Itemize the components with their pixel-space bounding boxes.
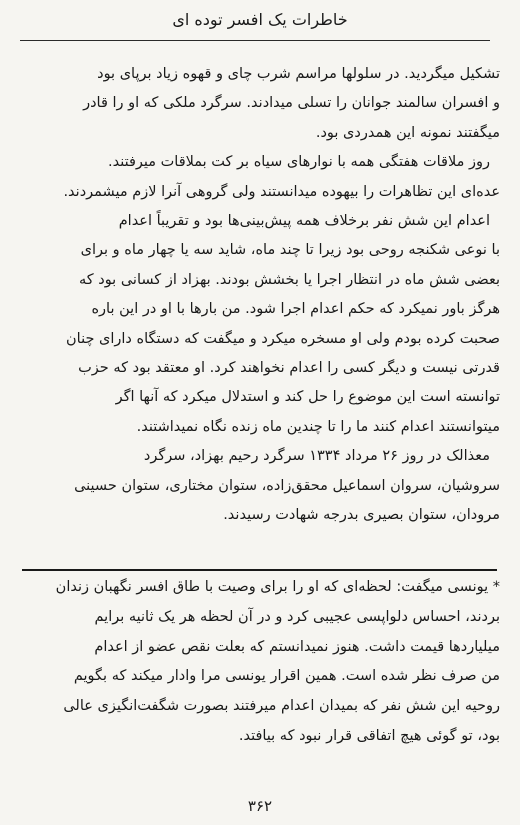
body-line: میگفتند نمونه این همدردی بود. [315,124,500,141]
body-line: مرودان، ستوان بصیری بدرجه شهادت رسیدند. [223,507,500,524]
header-divider [20,40,490,41]
page-number: ۳۶۲ [247,797,273,815]
footnote-line: بود، تو گوئی هیچ اتفاقی قرار نبود که بیافتد. [238,727,500,744]
body-line: سروشیان، سروان اسماعیل محقق‌زاده، ستوان مختاری، ستوان حسینی [74,477,500,494]
body-line: با نوعی شکنجه روحی بود زیرا تا چند ماه، شاید سه یا چهار ماه و برای [80,242,500,259]
body-line: عده‌ای این تظاهرات را بیهوده میدانستند ولی گروهی آنرا لازم میشمردند. [63,183,500,200]
footnote-line: * یونسی میگفت: لحظه‌ای که او را برای وصیت با طاق افسر نگهبان زندان [55,579,500,595]
body-line: معذالک در روز ۲۶ مرداد ۱۳۳۴ سرگرد رحیم بهزاد، سرگرد [143,448,490,465]
body-line: قدرتی نیست و دیگر کسی را اعدام نخواهند کرد. او معتقد بود که حزب [78,360,500,377]
body-line: روز ملاقات هفتگی همه با نوارهای سیاه بر کت بملاقات میرفتند. [107,154,490,171]
body-text [20,60,500,531]
footnote-line: میلیاردها قیمت داشت. هنوز نمیدانستم که بعلت نقص عضو از اعدام [94,638,500,655]
footnote-line: بردند، احساس دلواپسی عجیبی کرد و در آن لحظه هر یک ثانیه برایم [94,608,500,625]
body-line: و افسران سالمند جوانان را تسلی میدادند. سرگرد ملکی که او را قادر [83,95,500,112]
footnote [20,573,500,752]
body-line: توانسته است این موضوع را حل کند و استدلال میکرد که آنها اگر [115,389,500,406]
footnote-divider [22,569,497,571]
body-line: میتوانستند اعدام کنند ما را تا چندین ماه زنده نگاه نمیداشتند. [136,418,500,435]
body-line: تشکیل میگردید. در سلولها مراسم شرب چای و قهوه زیاد برپای بود [97,66,500,82]
body-line: هرگز باور نمیکرد که حکم اعدام اجرا شود. من بارها با او در این باره [91,301,500,318]
body-line: بعضی شش ماه در انتظار اجرا یا بخشش بودند. بهزاد از کسانی بود که [78,271,500,288]
page-title: خاطرات یک افسر توده ای [172,10,348,29]
body-line: صحبت کرده بودم ولی او مسخره میکرد و میگفت که دستگاه دارای چنان [66,330,500,347]
footnote-line: روحیه این شش نفر که بمیدان اعدام میرفتند بصورت شگفت‌انگیزی عالی [63,698,500,715]
footnote-line: من صرف نظر شده است. همین اقرار یونسی مرا وادار میکند که بگویم [73,668,500,685]
body-line: اعدام این شش نفر برخلاف همه پیش‌بینی‌ها بود و تقریباً اعدام [118,213,490,230]
